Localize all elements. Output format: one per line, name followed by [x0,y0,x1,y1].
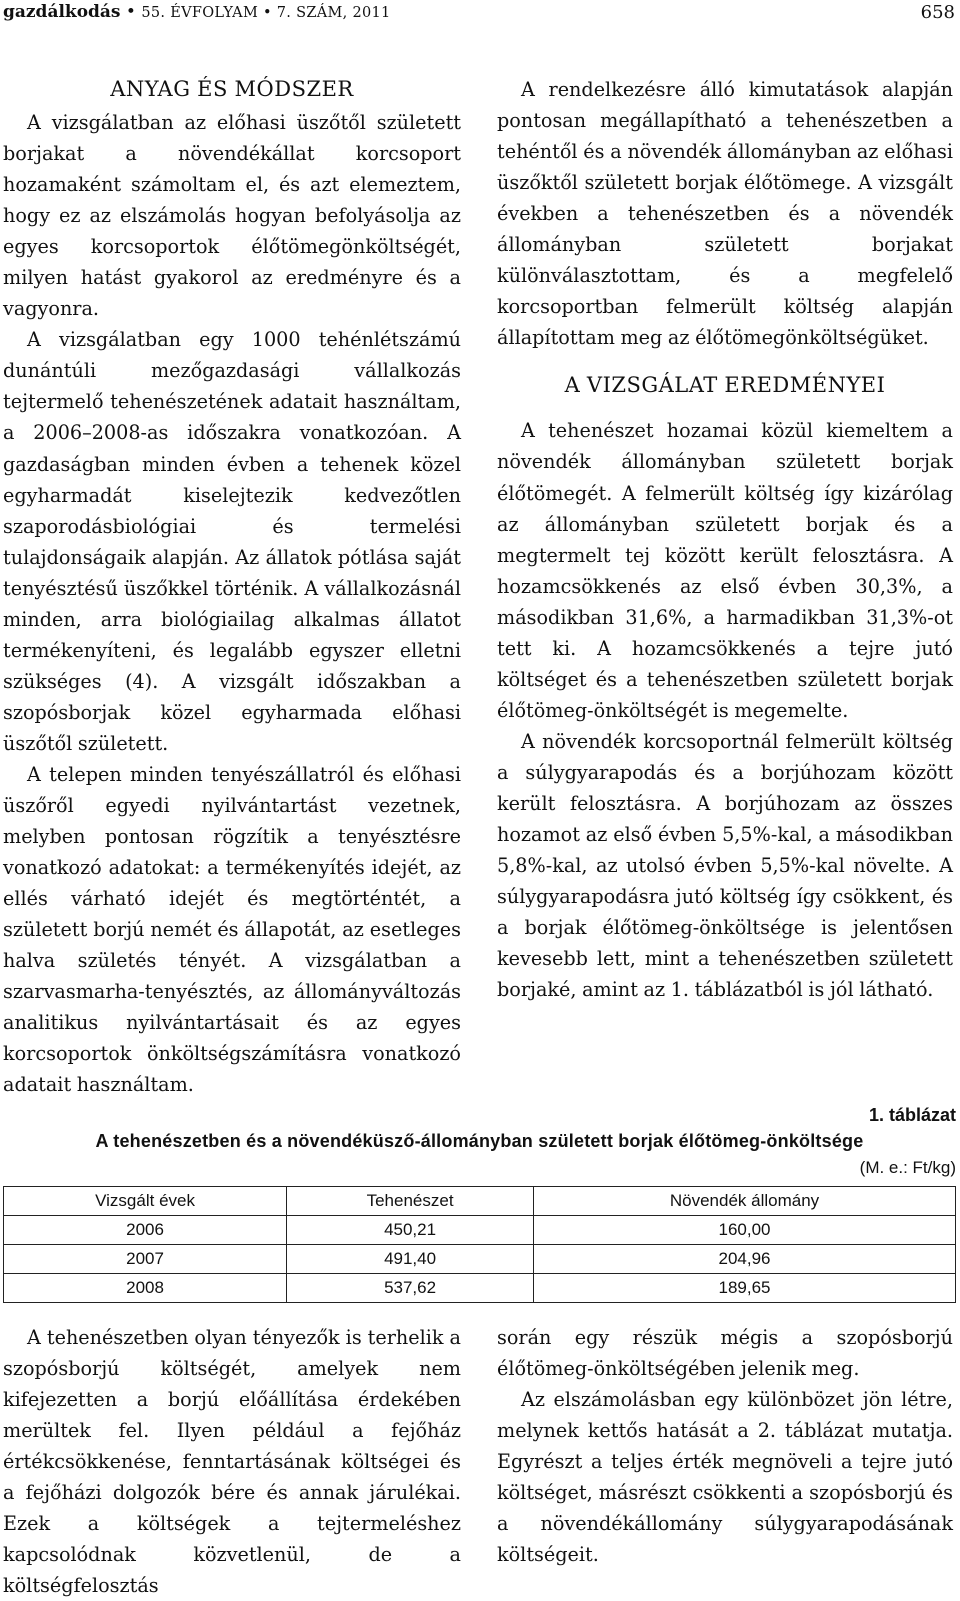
table-row [4,1245,956,1274]
table-cell: 160,00 [534,1216,956,1245]
table-cell: 491,40 [287,1245,534,1274]
running-head [3,2,955,28]
header-separator: • [125,2,136,22]
paragraph-continued: során egy részük mégis a szopósborjú élőtömeg-önköltségében jelenik meg. [497,1326,953,1381]
column-header: Tehenészet [287,1187,534,1216]
right-column [497,74,953,1005]
table-row [4,1274,956,1303]
table-cell: 204,96 [534,1245,956,1274]
table-unit: (M. e.: Ft/kg) [859,1158,956,1177]
table-block [3,1102,956,1303]
publication-name: gazdálkodás [3,2,121,22]
page-number: 658 [920,2,955,23]
table-cell: 189,65 [534,1274,956,1303]
table-cell: 450,21 [287,1216,534,1245]
table-row [4,1216,956,1245]
volume-issue: 55. ÉVFOLYAM • 7. SZÁM, 2011 [141,5,391,21]
data-table [3,1186,956,1303]
table-cell: 2007 [4,1245,287,1274]
paragraph: A tehenészetben olyan tényezők is terhelik a szopósborjú költségét, amelyek nem kifejezetten a borjú előállítása érdekében merültek fel. Ilyen például a fejőház értékcsökkenése, fenntartásának költségei és a fejőházi dolgozók bére és annak járulékai. Ezek a költségek a tejtermeléshez kapcsolódnak közvetlenül, de a költségfelosztás [3,1326,461,1598]
paragraph: A vizsgálatban az előhasi üszőtől született borjakat a növendékállat korcsoport hozamaként számoltam el, és azt elemeztem, hogy ez az elszámolás hogyan befolyásolja az egyes korcsoportok élőtömegönköltségét, milyen hatást gyakorol az eredményre és a vagyonra. [3,111,461,321]
paragraph: A növendék korcsoportnál felmerült költség a súlygyarapodás és a borjúhozam között került felosztásra. A borjúhozam az összes hozamot az első évben 5,5%-kal, a másodikban 5,8%-kal, az utolsó évben 5,5%-kal növelte. A súlygyarapodásra jutó költség így csökkent, és a borjak élőtömeg-önköltsége is jelentősen kevesebb lett, mint a tehenészetben született borjaké, amint az 1. táblázatból is jól látható. [497,729,953,1002]
paragraph: A tehenészet hozamai közül kiemeltem a növendék állományban született borjak élőtömegét. A felmerült költség így kizárólag az állományban született borjak és a megtermelt tej között került felosztásra. A hozamcsökkenés az első évben 30,3%, a másodikban 31,6%, a harmadikban 31,3%-ot tett ki. A hozamcsökkenés a tejre jutó költséget és a tehenészetben született borjak élőtömeg-önköltségét is megemelte. [497,419,953,722]
paragraph: Az elszámolásban egy különbözet jön létre, melynek kettős hatását a 2. táblázat mutatja. Egyrészt a teljes érték megnöveli a tejre jutó költséget, másrészt csökkenti a szopósborjú és a növendékállomány súlygyarapodásának költségeit. [497,1388,953,1567]
table-cell: 2006 [4,1216,287,1245]
table-cell: 2008 [4,1274,287,1303]
table-header-row [4,1187,956,1216]
table-number: 1. táblázat [868,1105,956,1125]
paragraph: A telepen minden tenyészállatról és előhasi üszőről egyedi nyilvántartást vezetnek, melyben pontosan rögzítik a tenyésztésre vonatkozó adatokat: a termékenyítés idejét, az ellés várható idejét és megtörténtét, a született borjú nemét és állapotát, az esetleges halva születés tényét. A vizsgálatban a szarvasmarha-tenyésztés, az állományváltozás analitikus nyilvántartásait és az egyes korcsoportok önköltségszámításra vonatkozó adatait használtam. [3,762,461,1097]
paragraph: A vizsgálatban egy 1000 tehénlétszámú dunántúli mezőgazdasági vállalkozás tejtermelő tehenészetének adatait használtam, a 2006–2008-as időszakra vonatkozóan. A gazdaságban minden évben a tehenek közel egyharmadát kiselejtezik kedvezőtlen szaporodásbiológiai és termelési tulajdonságaik alapján. Az állatok pótlása saját tenyésztésű üszőkkel történik. A vállalkozásnál minden, arra biológiailag alkalmas állatot termékenyíteni, és legalább egyszer elletni szükséges (4). A vizsgált időszakban a szopósborjak közel egyharmada előhasi üszőtől született. [3,328,461,755]
left-column-continued [3,1322,461,1601]
table-cell: 537,62 [287,1274,534,1303]
column-header: Növendék állomány [534,1187,956,1216]
table-title: A tehenészetben és a növendéküsző-állományban született borjak élőtömeg-önköltsége [95,1131,864,1151]
section-heading-results: A VIZSGÁLAT EREDMÉNYEI [564,373,886,398]
right-column-continued [497,1322,953,1570]
left-column [3,74,461,1101]
paragraph: A rendelkezésre álló kimutatások alapján pontosan megállapítható a tehenészetben a tehéntől és a növendék állományban az előhasi üszőktől született borjak élőtömege. A vizsgált években a tehenészetben és a növendék állományban született borjakat különválasztottam, és a megfelelő korcsoportban felmerült költség alapján állapítottam meg az élőtömegönköltségüket. [497,78,953,350]
section-heading-methods: ANYAG ÉS MÓDSZER [110,77,354,101]
column-header: Vizsgált évek [4,1187,287,1216]
